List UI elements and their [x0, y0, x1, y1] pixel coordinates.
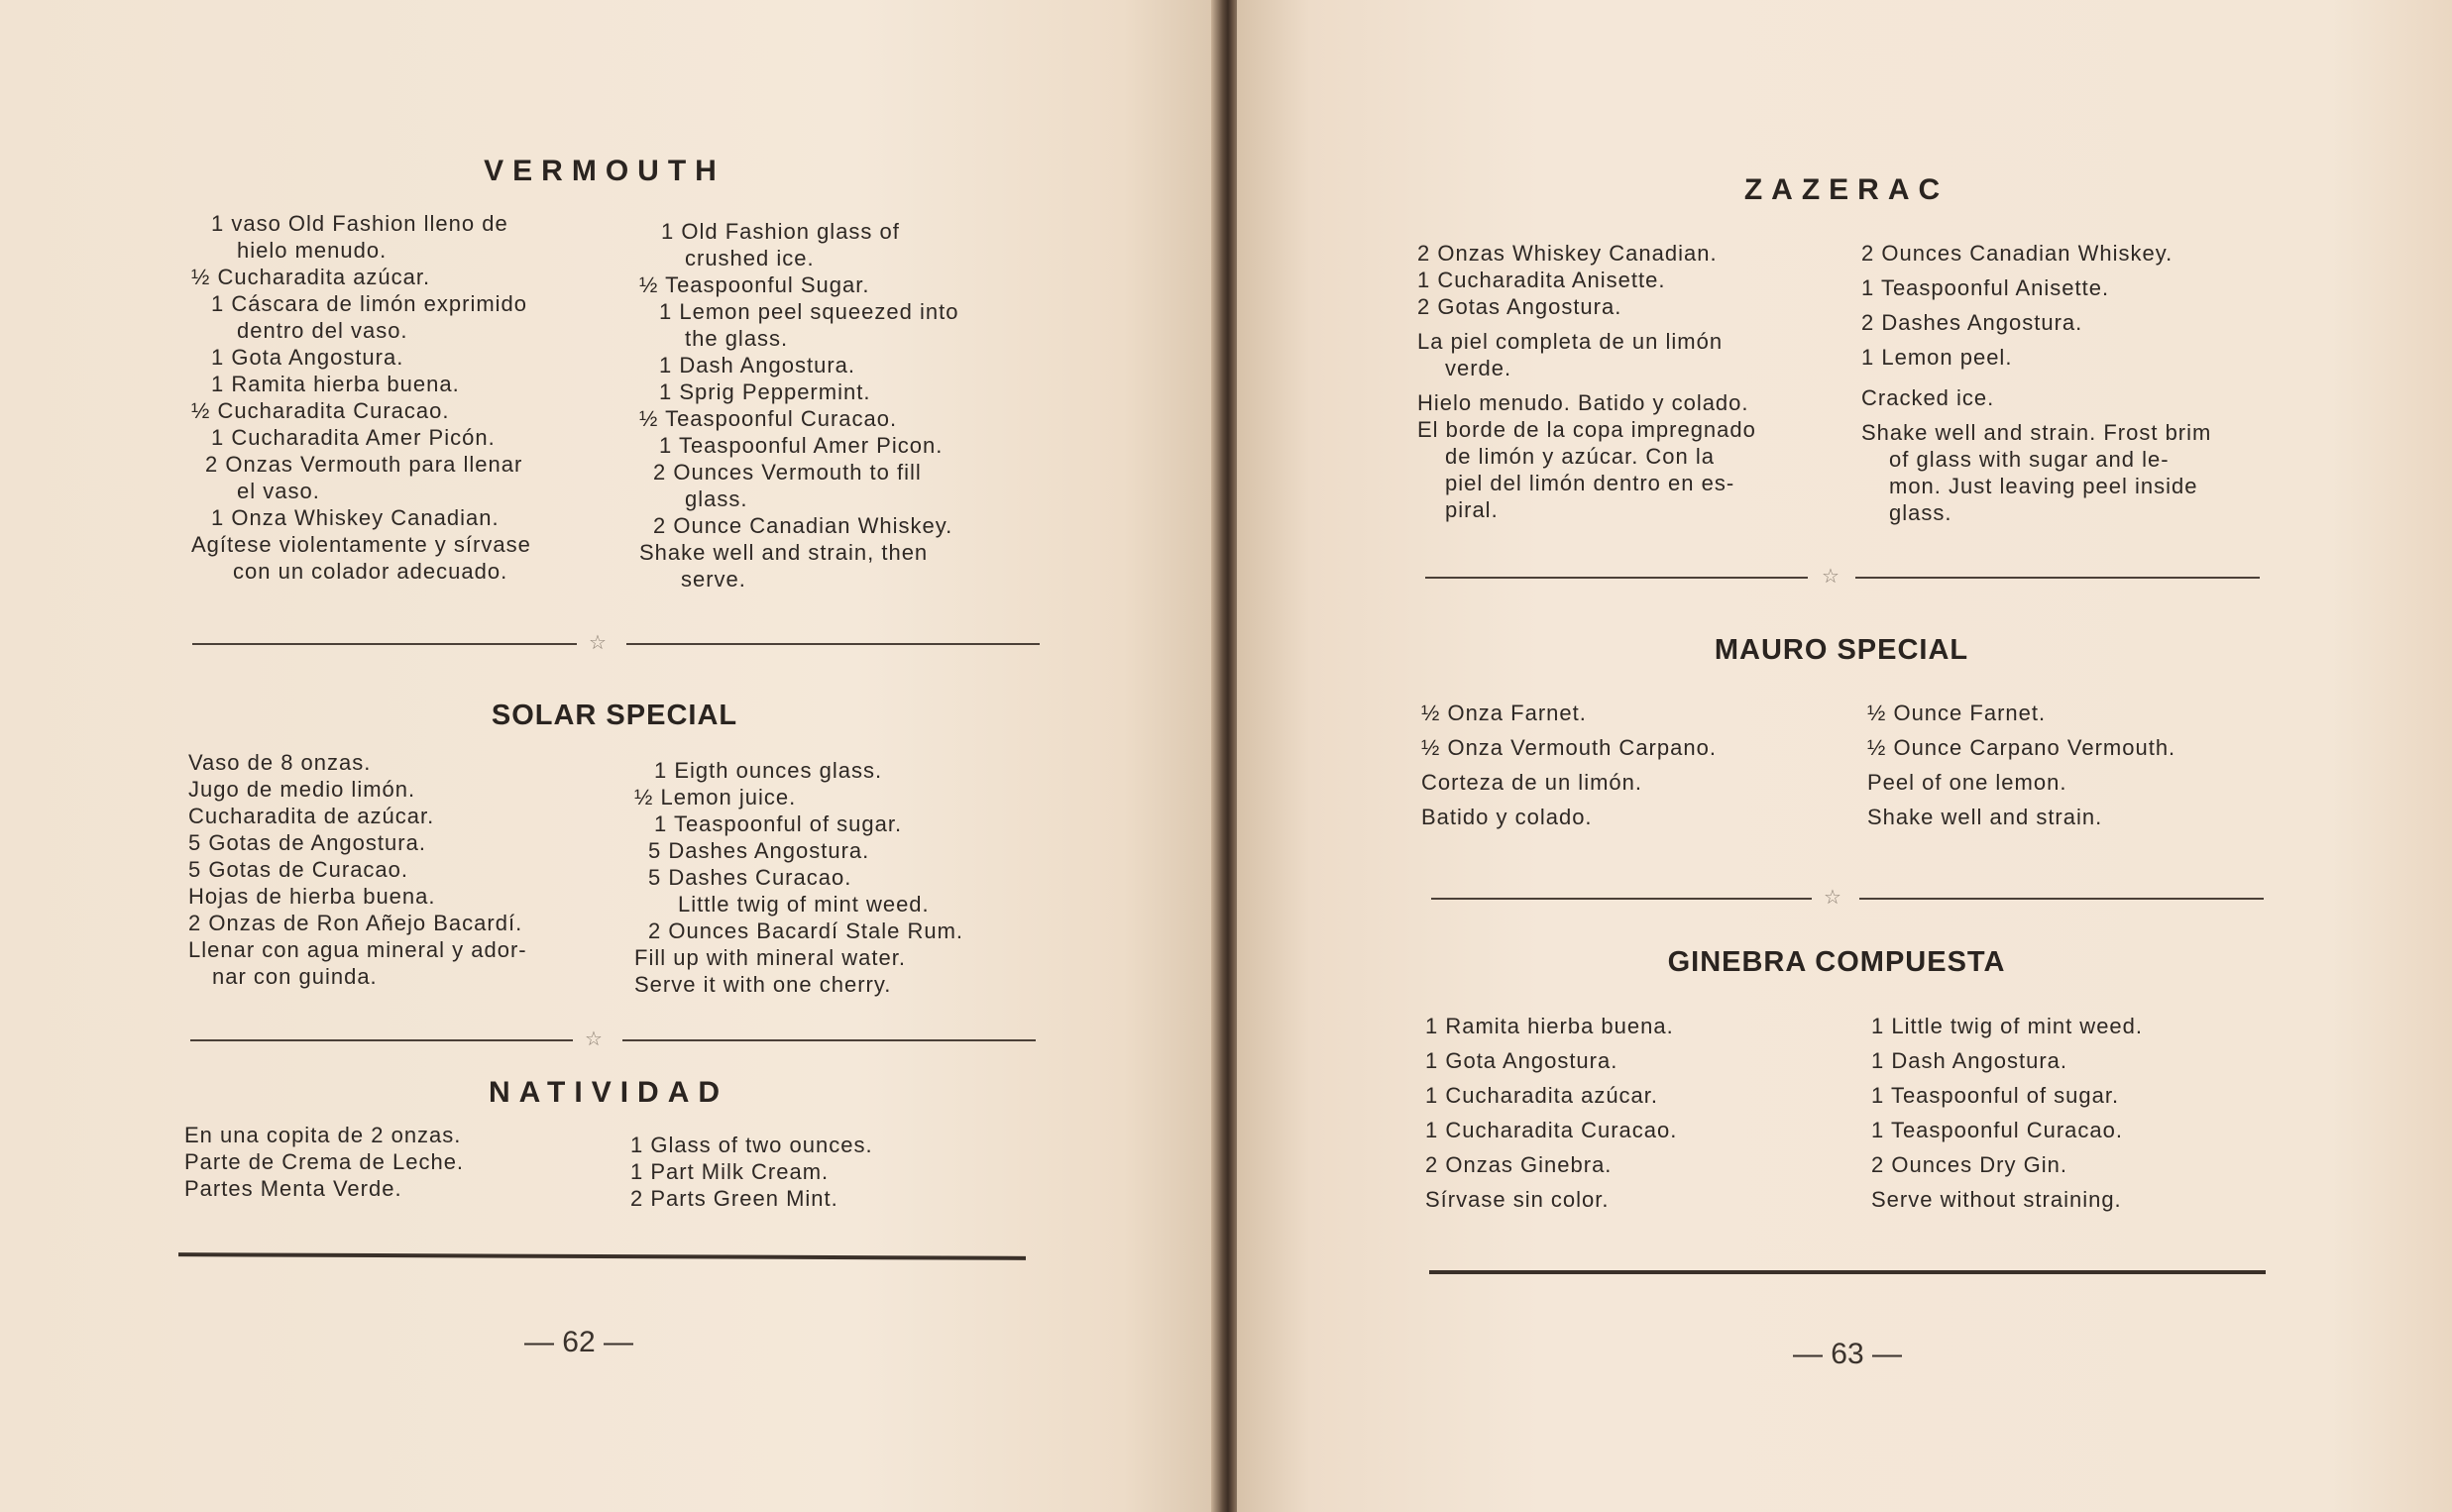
recipe-line: ½ Teaspoonful Curacao. — [639, 406, 898, 431]
section-separator — [1425, 568, 2260, 588]
recipe-line: 2 Onzas Whiskey Canadian. — [1417, 241, 1718, 266]
recipe-line: of glass with sugar and le- — [1889, 447, 2170, 472]
page-bottom-rule — [178, 1252, 1026, 1260]
recipe-line: 5 Gotas de Curacao. — [188, 857, 409, 882]
recipe-line: 1 vaso Old Fashion lleno de — [211, 211, 508, 236]
right-page — [1237, 0, 2452, 1512]
recipe-line: Fill up with mineral water. — [634, 945, 906, 970]
page-number: — 63 — — [1792, 1338, 1903, 1370]
recipe-line: 1 Teaspoonful Anisette. — [1861, 275, 2110, 300]
recipe-spanish-ginebra-compuesta — [1425, 1013, 1677, 1213]
star-ornament-icon: ☆ — [585, 1028, 603, 1050]
recipe-line: ½ Ounce Carpano Vermouth. — [1867, 735, 2176, 760]
recipe-line: 2 Ounces Canadian Whiskey. — [1861, 241, 2173, 266]
recipe-line: ½ Teaspoonful Sugar. — [639, 272, 870, 297]
recipe-line: de limón y azúcar. Con la — [1445, 444, 1716, 469]
recipe-line: dentro del vaso. — [237, 318, 408, 343]
recipe-line: 1 Gota Angostura. — [1425, 1048, 1618, 1073]
recipe-spanish-mauro-special — [1421, 700, 1717, 830]
recipe-spanish-vermouth — [191, 210, 531, 585]
recipe-line: Shake well and strain, then — [639, 540, 929, 565]
recipe-title-ginebra-compuesta: GINEBRA COMPUESTA — [1667, 946, 2006, 978]
recipe-title-vermouth: VERMOUTH — [484, 155, 725, 187]
recipe-line: Sírvase sin color. — [1425, 1187, 1610, 1212]
recipe-line: ½ Ounce Farnet. — [1867, 701, 2047, 725]
recipe-line: ½ Onza Vermouth Carpano. — [1421, 735, 1717, 760]
recipe-line: el vaso. — [237, 479, 320, 503]
recipe-spanish-zazerac — [1417, 240, 1756, 523]
recipe-line: ½ Lemon juice. — [634, 785, 797, 810]
recipe-line: crushed ice. — [685, 246, 815, 270]
recipe-line: 1 Onza Whiskey Canadian. — [211, 505, 500, 530]
recipe-line: Peel of one lemon. — [1867, 770, 2067, 795]
recipe-english-mauro-special — [1867, 700, 2175, 830]
recipe-line: Serve without straining. — [1871, 1187, 2122, 1212]
recipe-line: Shake well and strain. — [1867, 805, 2103, 829]
recipe-title-natividad: NATIVIDAD — [488, 1076, 729, 1109]
recipe-line: Partes Menta Verde. — [184, 1176, 402, 1201]
star-ornament-icon: ☆ — [1822, 566, 1839, 588]
recipe-line: glass. — [685, 486, 748, 511]
recipe-line: 2 Onzas Vermouth para llenar — [205, 452, 523, 477]
recipe-line: 1 Part Milk Cream. — [630, 1159, 830, 1184]
recipe-line: 1 Teaspoonful of sugar. — [654, 811, 903, 836]
recipe-line: 5 Gotas de Angostura. — [188, 830, 426, 855]
recipe-line: 1 Eigth ounces glass. — [654, 758, 883, 783]
section-separator — [192, 634, 1040, 654]
recipe-spanish-natividad — [184, 1122, 464, 1202]
page-bottom-rule — [1429, 1270, 2266, 1274]
recipe-english-vermouth — [639, 218, 958, 593]
recipe-line: 1 Teaspoonful of sugar. — [1871, 1083, 2120, 1108]
recipe-title-solar-special: SOLAR SPECIAL — [491, 700, 738, 731]
recipe-english-ginebra-compuesta — [1871, 1013, 2143, 1213]
recipe-line: 1 Sprig Peppermint. — [659, 379, 871, 404]
recipe-line: 1 Gota Angostura. — [211, 345, 404, 370]
recipe-line: serve. — [681, 567, 746, 592]
recipe-line: 2 Ounce Canadian Whiskey. — [653, 513, 953, 538]
recipe-line: 2 Gotas Angostura. — [1417, 294, 1622, 319]
recipe-line: 1 Cucharadita Curacao. — [1425, 1118, 1678, 1142]
recipe-line: Batido y colado. — [1421, 805, 1593, 829]
recipe-line: Hielo menudo. Batido y colado. — [1417, 390, 1749, 415]
recipe-line: 5 Dashes Curacao. — [648, 865, 852, 890]
recipe-line: 2 Parts Green Mint. — [630, 1186, 838, 1211]
recipe-line: 1 Cucharadita Amer Picón. — [211, 425, 496, 450]
recipe-line: En una copita de 2 onzas. — [184, 1123, 462, 1147]
recipe-line: Cracked ice. — [1861, 385, 1995, 410]
recipe-english-zazerac — [1861, 240, 2211, 526]
recipe-line: Little twig of mint weed. — [678, 892, 930, 917]
star-ornament-icon: ☆ — [589, 632, 607, 654]
recipe-title-zazerac: ZAZERAC — [1743, 173, 1950, 206]
recipe-line: 1 Teaspoonful Amer Picon. — [659, 433, 944, 458]
recipe-title-mauro-special: MAURO SPECIAL — [1714, 634, 1969, 666]
recipe-line: 2 Ounces Bacardí Stale Rum. — [648, 918, 964, 943]
left-page — [0, 0, 1221, 1512]
recipe-line: Cucharadita de azúcar. — [188, 804, 435, 828]
recipe-line: 1 Cáscara de limón exprimido — [211, 291, 528, 316]
recipe-english-natividad — [630, 1132, 873, 1212]
recipe-line: 1 Glass of two ounces. — [630, 1133, 873, 1157]
recipe-line: mon. Just leaving peel inside — [1889, 474, 2198, 498]
recipe-line: 1 Lemon peel. — [1861, 345, 2013, 370]
recipe-line: 2 Dashes Angostura. — [1861, 310, 2083, 335]
recipe-line: 1 Ramita hierba buena. — [1425, 1014, 1674, 1038]
star-ornament-icon: ☆ — [1824, 887, 1841, 909]
recipe-line: Jugo de medio limón. — [188, 777, 416, 802]
recipe-english-solar-special — [634, 757, 963, 998]
recipe-line: 1 Ramita hierba buena. — [211, 372, 460, 396]
recipe-line: the glass. — [685, 326, 789, 351]
recipe-line: Shake well and strain. Frost brim — [1861, 420, 2212, 445]
recipe-spanish-solar-special — [188, 749, 527, 990]
recipe-line: glass. — [1889, 500, 1952, 525]
recipe-line: ½ Cucharadita Curacao. — [191, 398, 450, 423]
page-number: — 62 — — [523, 1326, 634, 1358]
recipe-line: 1 Little twig of mint weed. — [1871, 1014, 2144, 1038]
recipe-line: nar con guinda. — [212, 964, 378, 989]
recipe-line: 1 Dash Angostura. — [1871, 1048, 2068, 1073]
recipe-line: piel del limón dentro en es- — [1445, 471, 1735, 495]
recipe-line: 1 Old Fashion glass of — [661, 219, 900, 244]
recipe-line: 1 Dash Angostura. — [659, 353, 856, 378]
recipe-line: Serve it with one cherry. — [634, 972, 892, 997]
recipe-line: 1 Teaspoonful Curacao. — [1871, 1118, 2123, 1142]
recipe-line: La piel completa de un limón — [1417, 329, 1724, 354]
recipe-line: 1 Lemon peel squeezed into — [659, 299, 959, 324]
recipe-line: 2 Ounces Dry Gin. — [1871, 1152, 2067, 1177]
recipe-line: 2 Onzas de Ron Añejo Bacardí. — [188, 911, 523, 935]
recipe-line: verde. — [1445, 356, 1512, 380]
recipe-line: 1 Cucharadita Anisette. — [1417, 268, 1666, 292]
recipe-line: hielo menudo. — [237, 238, 388, 263]
recipe-line: Parte de Crema de Leche. — [184, 1149, 465, 1174]
recipe-line: Llenar con agua mineral y ador- — [188, 937, 527, 962]
recipe-line: con un colador adecuado. — [233, 559, 508, 584]
recipe-line: 2 Ounces Vermouth to fill — [653, 460, 922, 485]
recipe-line: Agítese violentamente y sírvase — [191, 532, 531, 557]
recipe-line: Corteza de un limón. — [1421, 770, 1642, 795]
recipe-line: Vaso de 8 onzas. — [188, 750, 372, 775]
recipe-line: 1 Cucharadita azúcar. — [1425, 1083, 1659, 1108]
recipe-line: Hojas de hierba buena. — [188, 884, 436, 909]
recipe-line: piral. — [1445, 497, 1499, 522]
recipe-line: ½ Onza Farnet. — [1421, 701, 1587, 725]
recipe-line: 2 Onzas Ginebra. — [1425, 1152, 1613, 1177]
recipe-line: 5 Dashes Angostura. — [648, 838, 870, 863]
section-separator — [190, 1030, 1036, 1050]
recipe-line: El borde de la copa impregnado — [1417, 417, 1756, 442]
section-separator — [1431, 889, 2264, 909]
recipe-line: ½ Cucharadita azúcar. — [191, 265, 431, 289]
